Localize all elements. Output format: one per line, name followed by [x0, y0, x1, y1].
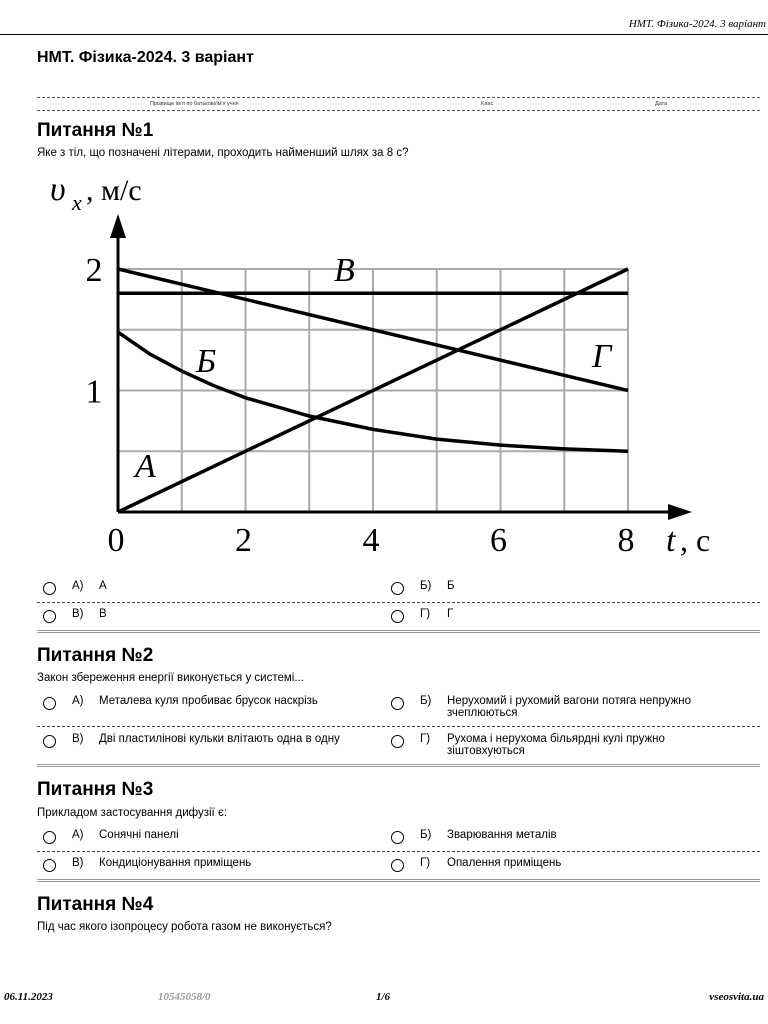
- series-label-v: В: [334, 252, 355, 289]
- question-4-text: Під час якого ізопроцесу робота газом не виконується?: [37, 921, 332, 933]
- document-title: НМТ. Фізика-2024. 3 варіант: [37, 49, 254, 66]
- radio-button[interactable]: [391, 831, 404, 844]
- question-1-title: Питання №1: [37, 120, 154, 141]
- signature-row: [37, 97, 760, 111]
- q1-option-b[interactable]: [385, 575, 725, 602]
- q3-option-g[interactable]: [385, 852, 725, 879]
- option-text: Сонячні панелі: [99, 829, 179, 841]
- option-letter: Г): [420, 608, 431, 620]
- q2-option-a[interactable]: [37, 689, 377, 726]
- series-label-a: А: [135, 448, 156, 485]
- radio-button[interactable]: [391, 735, 404, 748]
- q3-option-v[interactable]: [37, 852, 377, 879]
- x-tick-label: 8: [617, 522, 635, 559]
- q1-answer-row-2: [37, 603, 760, 633]
- student-name-label: Прізвище ім'я по батькові/ім'я учня: [150, 101, 239, 107]
- option-letter: Б): [420, 695, 432, 707]
- q3-answer-row-2: [37, 852, 760, 882]
- date-label: Дата: [655, 101, 668, 107]
- question-3-title: Питання №3: [37, 779, 154, 800]
- q2-answer-row-1: [37, 689, 760, 727]
- option-text: Г: [447, 608, 454, 620]
- radio-button[interactable]: [391, 582, 404, 595]
- radio-button[interactable]: [391, 610, 404, 623]
- q2-option-v[interactable]: [37, 727, 377, 764]
- class-label: Клас: [481, 101, 494, 107]
- y-tick-label: 1: [85, 373, 103, 411]
- x-tick-label: 2: [235, 522, 252, 559]
- option-letter: В): [72, 733, 84, 745]
- radio-button[interactable]: [43, 697, 56, 710]
- q3-answer-row-1: [37, 824, 760, 852]
- series-label-b: Б: [196, 343, 217, 380]
- y-axis-arrow: [110, 214, 126, 238]
- q1-answer-row-1: [37, 575, 760, 603]
- option-text: Зварювання металів: [447, 829, 557, 841]
- x-axis-symbol: t: [666, 522, 676, 559]
- option-letter: Г): [420, 733, 431, 745]
- radio-button[interactable]: [391, 859, 404, 872]
- radio-button[interactable]: [43, 582, 56, 595]
- y-tick-label: 2: [85, 252, 103, 289]
- q3-option-b[interactable]: [385, 824, 725, 851]
- velocity-time-chart: [0, 165, 768, 570]
- header-divider: [0, 34, 768, 35]
- option-letter: Б): [420, 829, 432, 841]
- question-3-text: Прикладом застосування дифузії є:: [37, 807, 228, 819]
- footer-date: 06.11.2023: [4, 991, 53, 1003]
- option-text: Металева куля пробиває брусок наскрізь: [99, 695, 318, 707]
- option-text: Кондиціонування приміщень: [99, 857, 252, 869]
- question-2-title: Питання №2: [37, 645, 154, 666]
- option-text: В: [99, 608, 107, 620]
- q1-option-g[interactable]: [385, 603, 725, 630]
- q2-option-b[interactable]: [385, 689, 725, 726]
- option-letter: А): [72, 829, 84, 841]
- y-axis-subscript: x: [72, 190, 82, 215]
- footer-page-number: 1/6: [376, 991, 391, 1003]
- option-text: Б: [447, 580, 455, 592]
- radio-button[interactable]: [391, 697, 404, 710]
- option-letter: Г): [420, 857, 431, 869]
- y-axis-unit: , м/с: [86, 174, 142, 207]
- option-text: Дві пластилінові кульки влітають одна в одну: [99, 733, 340, 745]
- option-letter: В): [72, 857, 84, 869]
- x-tick-label: 6: [490, 522, 507, 559]
- option-text: Рухома і нерухома більярдні кулі пружно зіштовхуються: [447, 733, 665, 757]
- option-letter: В): [72, 608, 84, 620]
- y-axis-symbol: υ: [50, 171, 66, 208]
- option-text: Опалення приміщень: [447, 857, 562, 869]
- header-title: НМТ. Фізика-2024. 3 варіант: [628, 18, 766, 30]
- x-axis-unit: , с: [680, 522, 711, 558]
- q3-option-a[interactable]: [37, 824, 377, 851]
- series-label-g: Г: [592, 338, 612, 375]
- option-letter: Б): [420, 580, 432, 592]
- option-text: Нерухомий і рухомий вагони потяга непружно зчеплюються: [447, 695, 692, 719]
- x-axis-arrow: [668, 504, 692, 520]
- question-2-text: Закон збереження енергії виконується у системі...: [37, 672, 304, 684]
- radio-button[interactable]: [43, 735, 56, 748]
- footer-site: vseosvita.ua: [709, 991, 764, 1003]
- radio-button[interactable]: [43, 831, 56, 844]
- q2-answer-row-2: [37, 727, 760, 767]
- option-letter: А): [72, 580, 84, 592]
- question-4-title: Питання №4: [37, 894, 154, 915]
- x-tick-label: 0: [107, 522, 125, 559]
- q1-option-v[interactable]: [37, 603, 377, 630]
- question-1-text: Яке з тіл, що позначені літерами, проходить найменший шлях за 8 с?: [37, 147, 409, 159]
- x-tick-label: 4: [362, 522, 380, 559]
- footer-id: 10545058/0: [158, 991, 211, 1003]
- radio-button[interactable]: [43, 610, 56, 623]
- radio-button[interactable]: [43, 859, 56, 872]
- option-letter: А): [72, 695, 84, 707]
- q1-option-a[interactable]: [37, 575, 377, 602]
- option-text: А: [99, 580, 107, 592]
- q2-option-g[interactable]: [385, 727, 725, 764]
